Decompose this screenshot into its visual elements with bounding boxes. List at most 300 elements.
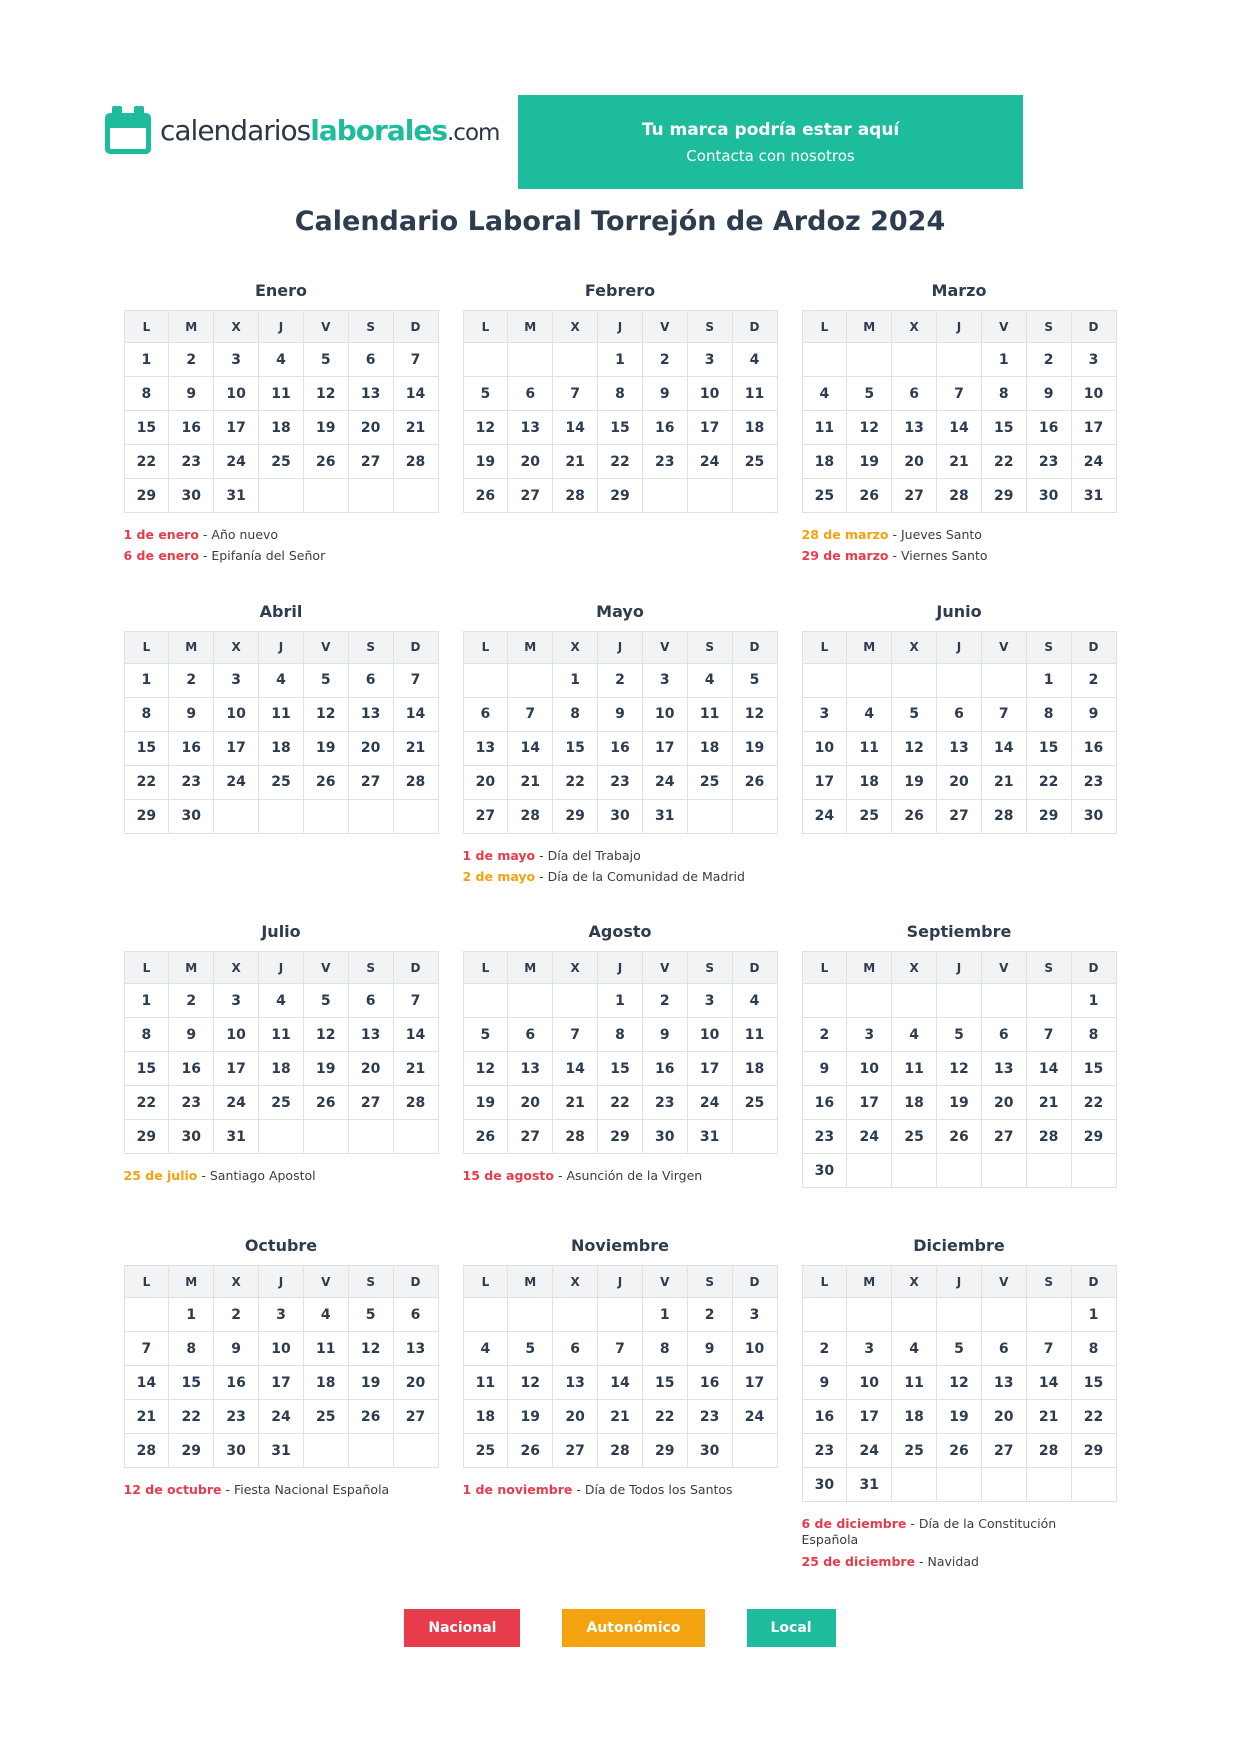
- day-cell-agosto-20: 20: [508, 1086, 553, 1120]
- day-cell-mayo-2: 2: [598, 663, 643, 697]
- day-cell-diciembre-19: 19: [937, 1400, 982, 1434]
- day-cell-octubre-7: 7: [124, 1332, 169, 1366]
- legend-national-button[interactable]: Nacional: [404, 1609, 520, 1647]
- week-row: [802, 445, 1116, 479]
- week-row: [802, 1366, 1116, 1400]
- day-cell-mayo-15: 15: [553, 731, 598, 765]
- day-cell-agosto-14: 14: [553, 1052, 598, 1086]
- day-cell-septiembre-24: 24: [847, 1120, 892, 1154]
- day-cell-junio-13: 13: [937, 731, 982, 765]
- holiday-note-date: 28 de marzo: [801, 527, 889, 542]
- day-cell-diciembre-13: 13: [981, 1366, 1026, 1400]
- day-header-D: D: [393, 952, 438, 984]
- day-cell-julio-7: 7: [393, 984, 438, 1018]
- day-cell-abril-7: 7: [393, 663, 438, 697]
- day-cell-julio-2: 2: [169, 984, 214, 1018]
- week-row: [124, 1086, 438, 1120]
- holiday-note-date: 6 de enero: [123, 548, 199, 564]
- month-table-head: [802, 1266, 1116, 1298]
- week-row: [463, 377, 777, 411]
- day-header-row: [463, 311, 777, 343]
- day-cell-abril-1: 1: [124, 663, 169, 697]
- day-cell-marzo-8: 8: [981, 377, 1026, 411]
- day-header-L: L: [802, 631, 847, 663]
- day-cell-agosto-24: 24: [687, 1086, 732, 1120]
- day-cell-febrero-8: 8: [598, 377, 643, 411]
- month-title-julio: Julio: [261, 922, 301, 941]
- holiday-note-text: Jueves Santo: [900, 527, 982, 542]
- day-header-S: S: [348, 1266, 393, 1298]
- day-cell-septiembre-27: 27: [981, 1120, 1026, 1154]
- day-cell-abril-24: 24: [214, 765, 259, 799]
- legend-regional-button[interactable]: Autonómico: [562, 1609, 704, 1647]
- day-cell-diciembre-21: 21: [1026, 1400, 1071, 1434]
- empty-cell: [508, 1298, 553, 1332]
- day-cell-abril-18: 18: [259, 731, 304, 765]
- holiday-note: 28 de marzo - Jueves Santo: [801, 527, 982, 542]
- day-cell-enero-12: 12: [303, 377, 348, 411]
- day-cell-octubre-2: 2: [214, 1298, 259, 1332]
- day-header-V: V: [642, 631, 687, 663]
- day-cell-junio-9: 9: [1071, 697, 1116, 731]
- day-cell-noviembre-22: 22: [642, 1400, 687, 1434]
- day-cell-enero-5: 5: [303, 343, 348, 377]
- month-title-septiembre: Septiembre: [906, 922, 1012, 941]
- day-cell-mayo-27: 27: [463, 799, 508, 833]
- day-cell-octubre-12: 12: [348, 1332, 393, 1366]
- day-cell-marzo-31: 31: [1071, 479, 1116, 513]
- day-cell-marzo-24: 24: [1071, 445, 1116, 479]
- day-cell-marzo-10: 10: [1071, 377, 1116, 411]
- holiday-note: 25 de julio - Santiago Apostol: [123, 1168, 316, 1183]
- day-cell-septiembre-26: 26: [937, 1120, 982, 1154]
- day-cell-agosto-31: 31: [687, 1120, 732, 1154]
- empty-cell: [214, 799, 259, 833]
- day-cell-junio-30: 30: [1071, 799, 1116, 833]
- month-notes-mayo: [463, 848, 778, 886]
- day-cell-noviembre-7: 7: [598, 1332, 643, 1366]
- day-cell-agosto-26: 26: [463, 1120, 508, 1154]
- day-cell-noviembre-30: 30: [687, 1434, 732, 1468]
- day-header-S: S: [348, 311, 393, 343]
- day-cell-junio-24: 24: [802, 799, 847, 833]
- day-cell-octubre-11: 11: [303, 1332, 348, 1366]
- week-row: [124, 697, 438, 731]
- day-header-M: M: [508, 631, 553, 663]
- day-header-M: M: [508, 311, 553, 343]
- day-cell-noviembre-28: 28: [598, 1434, 643, 1468]
- legend: [0, 1609, 1240, 1647]
- week-row: [802, 731, 1116, 765]
- day-cell-enero-11: 11: [259, 377, 304, 411]
- week-row: [124, 984, 438, 1018]
- ad-banner-contact-link[interactable]: Contacta con nosotros: [686, 146, 855, 165]
- day-cell-junio-14: 14: [981, 731, 1026, 765]
- week-row: [463, 479, 777, 513]
- day-cell-mayo-21: 21: [508, 765, 553, 799]
- day-cell-diciembre-15: 15: [1071, 1366, 1116, 1400]
- day-cell-septiembre-7: 7: [1026, 1018, 1071, 1052]
- day-cell-junio-12: 12: [892, 731, 937, 765]
- day-header-D: D: [732, 631, 777, 663]
- day-header-X: X: [553, 311, 598, 343]
- empty-cell: [598, 1298, 643, 1332]
- day-header-D: D: [1071, 1266, 1116, 1298]
- day-header-row: [802, 631, 1116, 663]
- day-header-row: [124, 631, 438, 663]
- day-cell-marzo-17: 17: [1071, 411, 1116, 445]
- month-notes-julio: [124, 1168, 439, 1184]
- empty-cell: [1026, 1298, 1071, 1332]
- day-cell-mayo-17: 17: [642, 731, 687, 765]
- day-cell-enero-8: 8: [124, 377, 169, 411]
- day-cell-noviembre-21: 21: [598, 1400, 643, 1434]
- day-cell-abril-30: 30: [169, 799, 214, 833]
- day-cell-diciembre-10: 10: [847, 1366, 892, 1400]
- empty-cell: [124, 1298, 169, 1332]
- day-cell-noviembre-4: 4: [463, 1332, 508, 1366]
- day-cell-agosto-9: 9: [642, 1018, 687, 1052]
- day-cell-enero-15: 15: [124, 411, 169, 445]
- holiday-note: 1 de enero - Año nuevo: [123, 527, 279, 542]
- day-cell-octubre-29: 29: [169, 1434, 214, 1468]
- day-cell-septiembre-6: 6: [981, 1018, 1026, 1052]
- day-header-X: X: [892, 311, 937, 343]
- day-cell-diciembre-6: 6: [981, 1332, 1026, 1366]
- empty-cell: [937, 984, 982, 1018]
- day-header-S: S: [348, 631, 393, 663]
- day-cell-mayo-7: 7: [508, 697, 553, 731]
- day-cell-noviembre-15: 15: [642, 1366, 687, 1400]
- day-cell-julio-16: 16: [169, 1052, 214, 1086]
- day-cell-febrero-9: 9: [642, 377, 687, 411]
- month-table-abril: [124, 631, 439, 834]
- month-table-noviembre: [463, 1265, 778, 1468]
- day-cell-marzo-3: 3: [1071, 343, 1116, 377]
- month-table-body: [124, 343, 438, 513]
- day-cell-febrero-10: 10: [687, 377, 732, 411]
- month-agosto: [463, 922, 778, 1189]
- day-cell-agosto-16: 16: [642, 1052, 687, 1086]
- day-header-L: L: [802, 311, 847, 343]
- month-octubre: [124, 1236, 439, 1503]
- day-cell-abril-12: 12: [303, 697, 348, 731]
- day-cell-diciembre-2: 2: [802, 1332, 847, 1366]
- ad-banner[interactable]: [518, 95, 1023, 189]
- day-cell-agosto-19: 19: [463, 1086, 508, 1120]
- day-cell-enero-10: 10: [214, 377, 259, 411]
- empty-cell: [303, 1120, 348, 1154]
- day-cell-marzo-20: 20: [892, 445, 937, 479]
- day-header-row: [463, 1266, 777, 1298]
- day-cell-noviembre-1: 1: [642, 1298, 687, 1332]
- day-cell-enero-6: 6: [348, 343, 393, 377]
- day-header-J: J: [937, 631, 982, 663]
- empty-cell: [463, 984, 508, 1018]
- day-cell-septiembre-11: 11: [892, 1052, 937, 1086]
- day-cell-febrero-21: 21: [553, 445, 598, 479]
- day-cell-agosto-7: 7: [553, 1018, 598, 1052]
- day-cell-diciembre-9: 9: [802, 1366, 847, 1400]
- week-row: [463, 984, 777, 1018]
- day-cell-marzo-21: 21: [937, 445, 982, 479]
- day-cell-enero-13: 13: [348, 377, 393, 411]
- day-cell-septiembre-18: 18: [892, 1086, 937, 1120]
- day-header-V: V: [642, 952, 687, 984]
- week-row: [802, 411, 1116, 445]
- month-notes-enero: [124, 527, 439, 565]
- day-cell-enero-21: 21: [393, 411, 438, 445]
- month-title-abril: Abril: [259, 601, 303, 621]
- day-cell-julio-28: 28: [393, 1086, 438, 1120]
- day-cell-octubre-28: 28: [124, 1434, 169, 1468]
- day-header-J: J: [259, 631, 304, 663]
- empty-cell: [553, 984, 598, 1018]
- holiday-note-text: Día del Trabajo: [547, 847, 641, 863]
- day-cell-julio-13: 13: [348, 1018, 393, 1052]
- day-header-J: J: [259, 952, 304, 984]
- day-cell-agosto-2: 2: [642, 984, 687, 1018]
- day-cell-mayo-18: 18: [687, 731, 732, 765]
- day-header-V: V: [303, 631, 348, 663]
- day-cell-marzo-28: 28: [937, 479, 982, 513]
- week-row: [124, 663, 438, 697]
- week-row: [463, 1400, 777, 1434]
- month-julio: [124, 922, 439, 1189]
- day-cell-mayo-9: 9: [598, 697, 643, 731]
- month-table-body: [463, 984, 777, 1154]
- empty-cell: [393, 1434, 438, 1468]
- day-cell-septiembre-12: 12: [937, 1052, 982, 1086]
- legend-local-button[interactable]: Local: [747, 1609, 836, 1647]
- months-grid: [124, 281, 1117, 1575]
- week-row: [124, 1434, 438, 1468]
- day-cell-octubre-24: 24: [259, 1400, 304, 1434]
- day-cell-mayo-22: 22: [553, 765, 598, 799]
- week-row: [802, 343, 1116, 377]
- day-cell-febrero-5: 5: [463, 377, 508, 411]
- empty-cell: [802, 343, 847, 377]
- day-cell-abril-2: 2: [169, 663, 214, 697]
- day-cell-marzo-14: 14: [937, 411, 982, 445]
- day-cell-junio-29: 29: [1026, 799, 1071, 833]
- empty-cell: [892, 1298, 937, 1332]
- day-cell-julio-26: 26: [303, 1086, 348, 1120]
- day-header-V: V: [303, 952, 348, 984]
- day-header-S: S: [1026, 631, 1071, 663]
- day-cell-octubre-5: 5: [348, 1298, 393, 1332]
- day-cell-abril-21: 21: [393, 731, 438, 765]
- day-header-L: L: [463, 1266, 508, 1298]
- day-cell-septiembre-25: 25: [892, 1120, 937, 1154]
- day-cell-marzo-25: 25: [802, 479, 847, 513]
- empty-cell: [981, 663, 1026, 697]
- day-header-D: D: [1071, 631, 1116, 663]
- day-cell-octubre-9: 9: [214, 1332, 259, 1366]
- day-cell-noviembre-11: 11: [463, 1366, 508, 1400]
- day-cell-diciembre-12: 12: [937, 1366, 982, 1400]
- week-row: [463, 1332, 777, 1366]
- day-cell-diciembre-5: 5: [937, 1332, 982, 1366]
- day-cell-marzo-27: 27: [892, 479, 937, 513]
- month-table-body: [802, 343, 1116, 513]
- week-row: [124, 1120, 438, 1154]
- day-cell-octubre-25: 25: [303, 1400, 348, 1434]
- empty-cell: [463, 343, 508, 377]
- day-cell-junio-7: 7: [981, 697, 1026, 731]
- day-cell-diciembre-25: 25: [892, 1434, 937, 1468]
- site-logo[interactable]: [105, 106, 499, 154]
- week-row: [124, 1400, 438, 1434]
- day-header-X: X: [553, 1266, 598, 1298]
- day-cell-mayo-12: 12: [732, 697, 777, 731]
- day-cell-abril-13: 13: [348, 697, 393, 731]
- day-header-row: [124, 1266, 438, 1298]
- week-row: [802, 663, 1116, 697]
- day-cell-junio-23: 23: [1071, 765, 1116, 799]
- day-cell-julio-31: 31: [214, 1120, 259, 1154]
- week-row: [463, 1120, 777, 1154]
- day-header-S: S: [687, 952, 732, 984]
- day-header-D: D: [732, 1266, 777, 1298]
- day-cell-septiembre-4: 4: [892, 1018, 937, 1052]
- day-header-L: L: [124, 311, 169, 343]
- day-cell-octubre-6: 6: [393, 1298, 438, 1332]
- day-cell-abril-27: 27: [348, 765, 393, 799]
- month-table-head: [463, 311, 777, 343]
- day-cell-enero-17: 17: [214, 411, 259, 445]
- month-notes-diciembre: [802, 1516, 1117, 1570]
- day-cell-marzo-11: 11: [802, 411, 847, 445]
- day-cell-junio-26: 26: [892, 799, 937, 833]
- week-row: [802, 1468, 1116, 1502]
- day-cell-mayo-20: 20: [463, 765, 508, 799]
- week-row: [124, 479, 438, 513]
- week-row: [124, 343, 438, 377]
- day-cell-enero-18: 18: [259, 411, 304, 445]
- day-cell-diciembre-26: 26: [937, 1434, 982, 1468]
- day-header-J: J: [259, 1266, 304, 1298]
- empty-cell: [508, 343, 553, 377]
- day-cell-diciembre-17: 17: [847, 1400, 892, 1434]
- day-header-V: V: [981, 1266, 1026, 1298]
- empty-cell: [393, 1120, 438, 1154]
- holiday-note: 1 de mayo - Día del Trabajo: [462, 847, 641, 863]
- day-cell-abril-15: 15: [124, 731, 169, 765]
- month-title-mayo: Mayo: [596, 601, 644, 621]
- day-header-L: L: [124, 1266, 169, 1298]
- month-table-head: [124, 631, 438, 663]
- month-table-diciembre: [802, 1265, 1117, 1502]
- week-row: [802, 1120, 1116, 1154]
- day-cell-enero-29: 29: [124, 479, 169, 513]
- day-cell-diciembre-28: 28: [1026, 1434, 1071, 1468]
- day-cell-abril-10: 10: [214, 697, 259, 731]
- day-cell-mayo-31: 31: [642, 799, 687, 833]
- empty-cell: [1071, 1154, 1116, 1188]
- day-cell-abril-26: 26: [303, 765, 348, 799]
- day-cell-junio-1: 1: [1026, 663, 1071, 697]
- month-title-octubre: Octubre: [244, 1236, 318, 1255]
- month-noviembre: [463, 1236, 778, 1503]
- empty-cell: [732, 1434, 777, 1468]
- month-table-agosto: [463, 951, 778, 1154]
- day-cell-junio-17: 17: [802, 765, 847, 799]
- day-header-M: M: [847, 631, 892, 663]
- month-table-febrero: [463, 310, 778, 513]
- day-cell-octubre-17: 17: [259, 1366, 304, 1400]
- week-row: [463, 697, 777, 731]
- day-cell-agosto-13: 13: [508, 1052, 553, 1086]
- day-header-S: S: [687, 631, 732, 663]
- day-cell-julio-8: 8: [124, 1018, 169, 1052]
- day-cell-septiembre-22: 22: [1071, 1086, 1116, 1120]
- day-cell-marzo-2: 2: [1026, 343, 1071, 377]
- week-row: [124, 731, 438, 765]
- empty-cell: [892, 343, 937, 377]
- week-row: [124, 1366, 438, 1400]
- day-cell-mayo-24: 24: [642, 765, 687, 799]
- empty-cell: [393, 479, 438, 513]
- week-row: [802, 1154, 1116, 1188]
- holiday-note-date: 15 de agosto: [462, 1168, 554, 1183]
- day-header-S: S: [1026, 1266, 1071, 1298]
- empty-cell: [303, 799, 348, 833]
- day-cell-agosto-25: 25: [732, 1086, 777, 1120]
- day-cell-diciembre-22: 22: [1071, 1400, 1116, 1434]
- day-cell-enero-16: 16: [169, 411, 214, 445]
- day-cell-abril-25: 25: [259, 765, 304, 799]
- empty-cell: [937, 1154, 982, 1188]
- day-cell-mayo-6: 6: [463, 697, 508, 731]
- month-title-noviembre: Noviembre: [570, 1236, 669, 1255]
- day-cell-marzo-26: 26: [847, 479, 892, 513]
- day-cell-noviembre-19: 19: [508, 1400, 553, 1434]
- day-cell-julio-21: 21: [393, 1052, 438, 1086]
- day-header-M: M: [169, 631, 214, 663]
- week-row: [124, 445, 438, 479]
- empty-cell: [508, 984, 553, 1018]
- month-table-mayo: [463, 631, 778, 834]
- month-mayo: [463, 602, 778, 891]
- day-cell-julio-4: 4: [259, 984, 304, 1018]
- day-cell-abril-23: 23: [169, 765, 214, 799]
- empty-cell: [732, 1120, 777, 1154]
- day-header-row: [463, 952, 777, 984]
- day-cell-noviembre-16: 16: [687, 1366, 732, 1400]
- day-cell-abril-17: 17: [214, 731, 259, 765]
- holiday-note-text: Año nuevo: [211, 527, 279, 542]
- month-marzo: [802, 281, 1117, 570]
- day-cell-octubre-21: 21: [124, 1400, 169, 1434]
- holiday-note-date: 25 de julio: [123, 1168, 198, 1183]
- month-abril: [124, 602, 439, 850]
- week-row: [463, 731, 777, 765]
- day-cell-agosto-28: 28: [553, 1120, 598, 1154]
- week-row: [802, 1086, 1116, 1120]
- day-header-row: [802, 952, 1116, 984]
- day-header-M: M: [169, 1266, 214, 1298]
- day-cell-mayo-5: 5: [732, 663, 777, 697]
- empty-cell: [937, 1298, 982, 1332]
- day-header-row: [802, 311, 1116, 343]
- day-cell-diciembre-18: 18: [892, 1400, 937, 1434]
- empty-cell: [393, 799, 438, 833]
- day-cell-julio-5: 5: [303, 984, 348, 1018]
- empty-cell: [303, 479, 348, 513]
- day-cell-febrero-22: 22: [598, 445, 643, 479]
- day-cell-septiembre-28: 28: [1026, 1120, 1071, 1154]
